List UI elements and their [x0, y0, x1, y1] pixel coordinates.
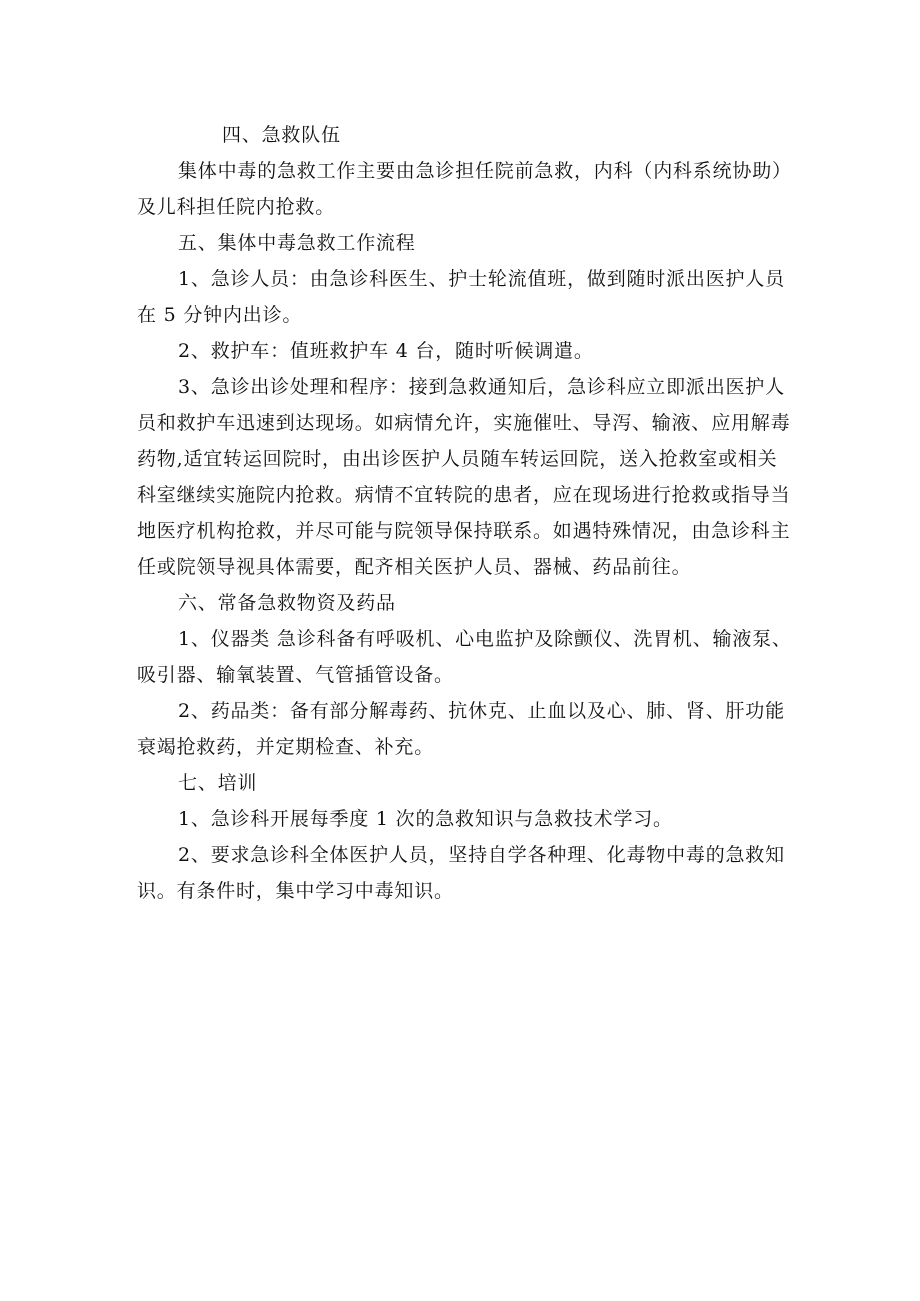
paragraph-line: 1、急诊人员：由急诊科医生、护士轮流值班，做到随时派出医护人员 — [178, 268, 785, 290]
paragraph-line: 药物,适宜转运回院时，由出诊医护人员随车转运回院，送入抢救室或相关 — [137, 448, 778, 470]
paragraph-line: 2、药品类：备有部分解毒药、抗休克、止血以及心、肺、肾、肝功能 — [178, 700, 785, 722]
paragraph-line: 科室继续实施院内抢救。病情不宜转院的患者，应在现场进行抢救或指导当 — [137, 484, 791, 506]
paragraph-line: 1、急诊科开展每季度 1 次的急救知识与急救技术学习。 — [178, 808, 673, 830]
paragraph-line: 2、救护车：值班救护车 4 台，随时听候调遣。 — [178, 340, 594, 362]
paragraph-line: 吸引器、输氧装置、气管插管设备。 — [137, 664, 454, 686]
section-heading-training: 七、培训 — [178, 772, 258, 794]
paragraph-line: 地医疗机构抢救，并尽可能与院领导保持联系。如遇特殊情况，由急诊科主 — [137, 520, 791, 542]
paragraph-line: 2、要求急诊科全体医护人员，坚持自学各种理、化毒物中毒的急救知 — [178, 844, 785, 866]
paragraph-line: 衰竭抢救药，并定期检查、补充。 — [137, 736, 435, 758]
section-heading-workflow: 五、集体中毒急救工作流程 — [178, 232, 416, 254]
paragraph-line: 1、仪器类 急诊科备有呼吸机、心电监护及除颤仪、洗胃机、输液泵、 — [178, 628, 792, 650]
paragraph-line: 在 5 分钟内出诊。 — [137, 304, 303, 326]
paragraph-line: 及儿科担任院内抢救。 — [137, 196, 336, 218]
paragraph-line: 集体中毒的急救工作主要由急诊担任院前急救，内科（内科系统协助） — [178, 160, 792, 182]
section-heading-emergency-team: 四、急救队伍 — [222, 124, 341, 146]
paragraph-line: 员和救护车迅速到达现场。如病情允许，实施催吐、导泻、输液、应用解毒 — [137, 412, 791, 434]
section-heading-supplies: 六、常备急救物资及药品 — [178, 592, 396, 614]
paragraph-line: 任或院领导视具体需要，配齐相关医护人员、器械、药品前往。 — [137, 556, 692, 578]
paragraph-line: 识。有条件时，集中学习中毒知识。 — [137, 880, 454, 902]
paragraph-line: 3、急诊出诊处理和程序：接到急救通知后，急诊科应立即派出医护人 — [178, 376, 785, 398]
